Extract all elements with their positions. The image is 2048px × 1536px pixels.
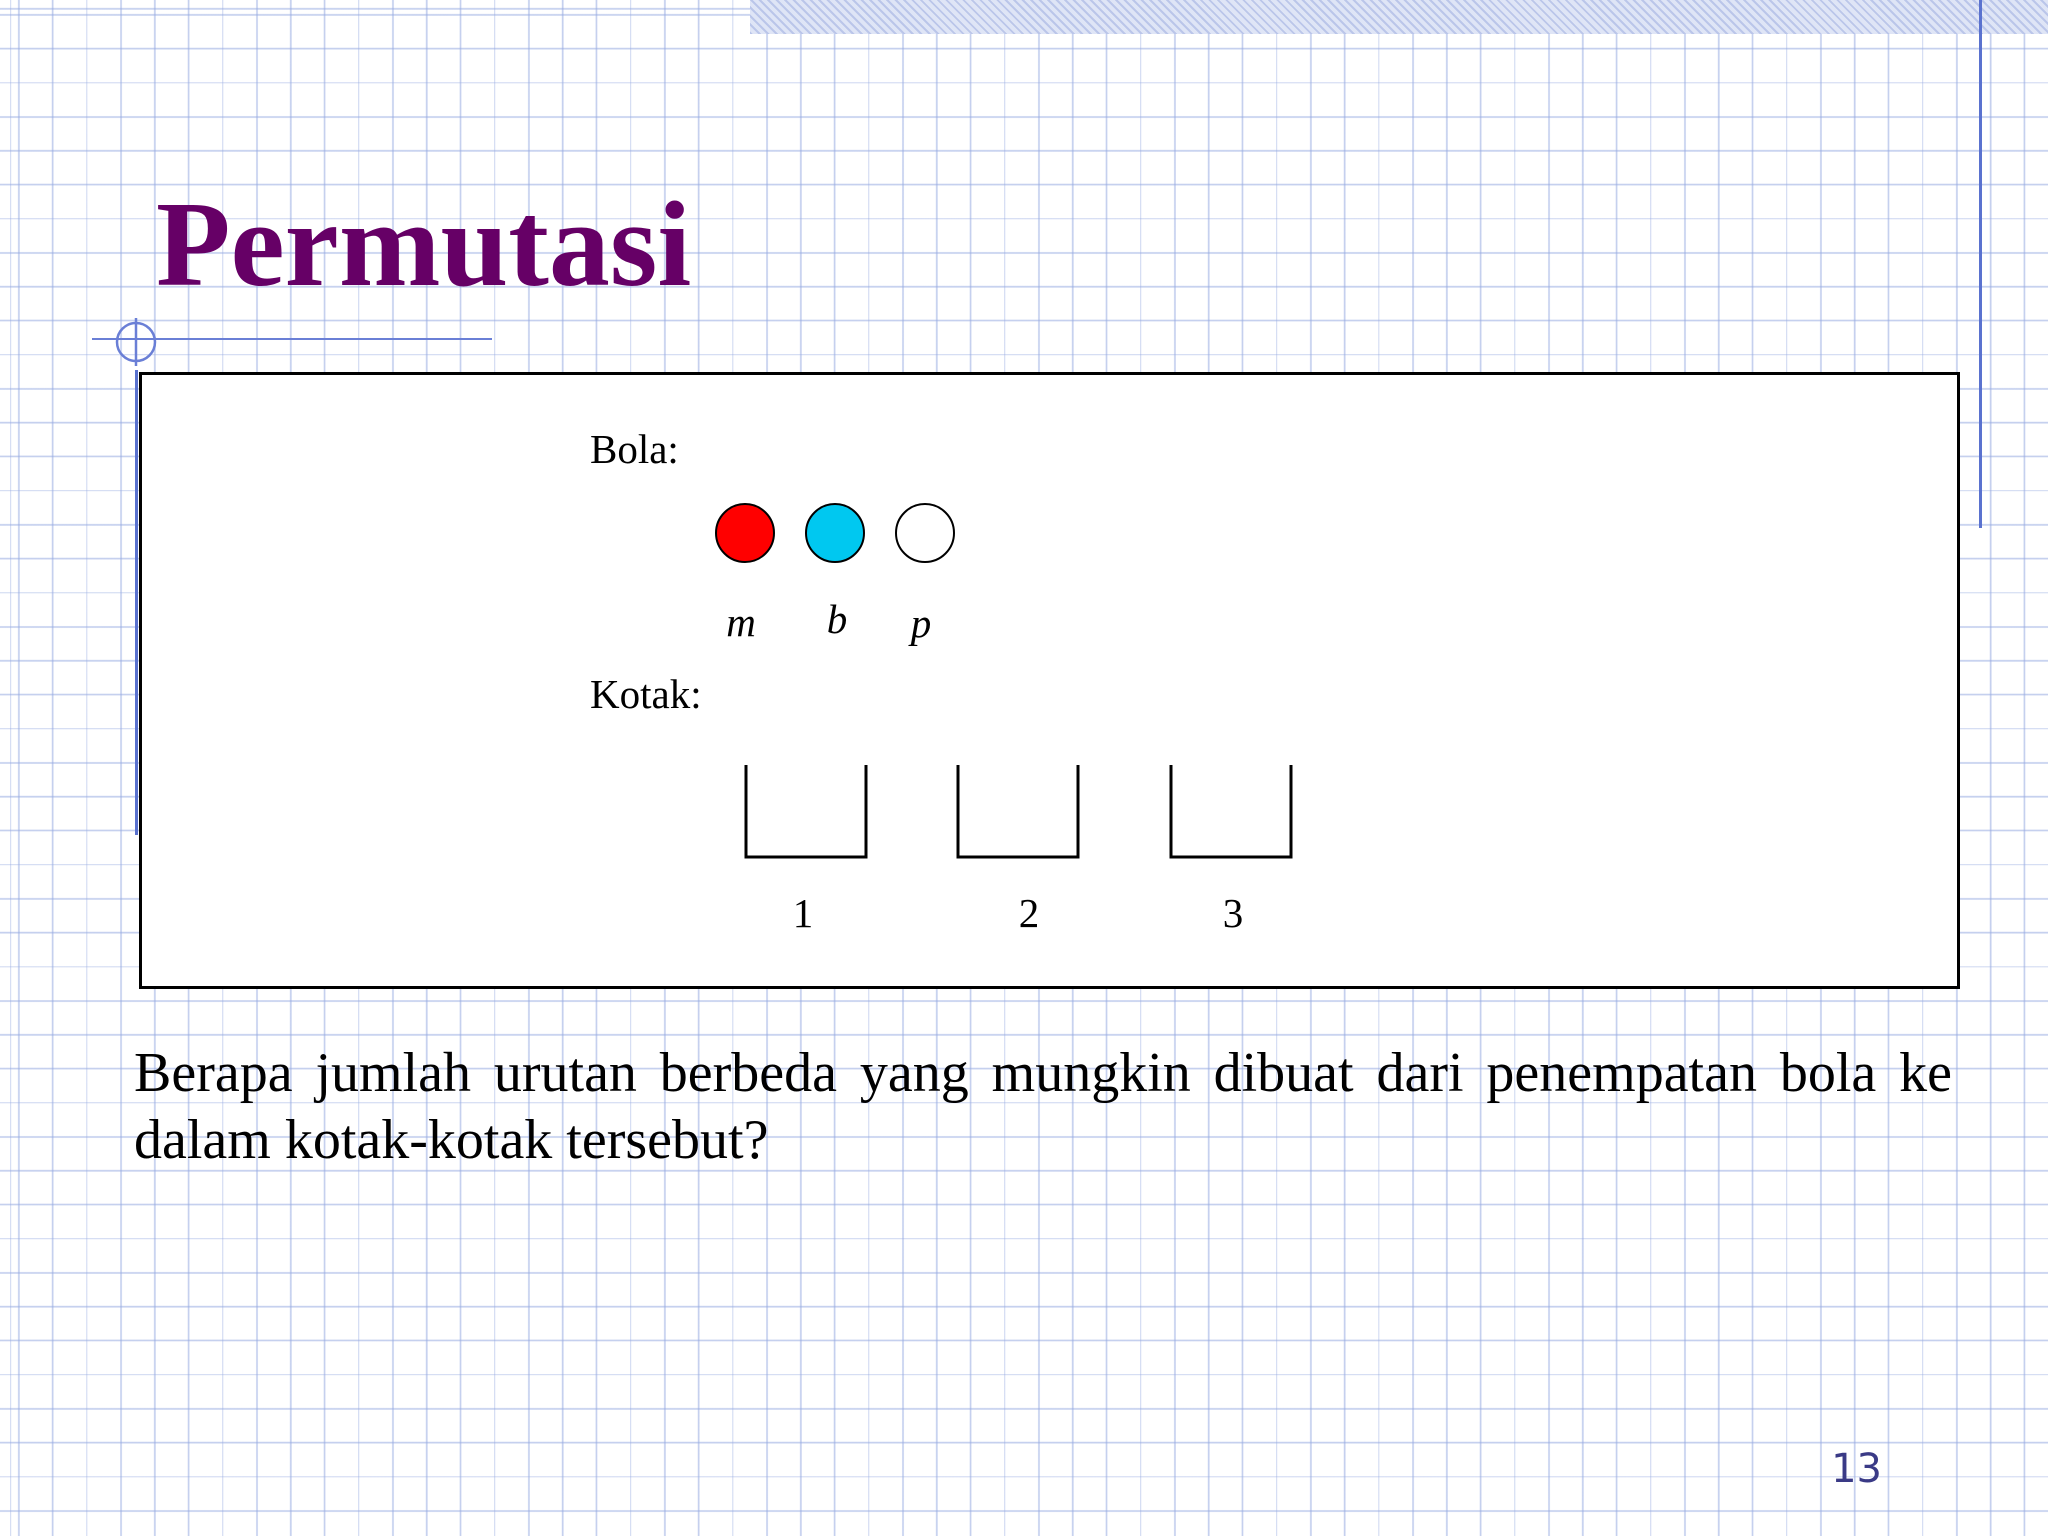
crosshair-icon xyxy=(112,318,160,366)
ball-red xyxy=(715,503,775,563)
box-1-number: 1 xyxy=(792,890,814,936)
ball-blue xyxy=(805,503,865,563)
ball-letter-p: p xyxy=(910,600,932,646)
ball-letter-m: m xyxy=(726,599,756,645)
ball-white xyxy=(895,503,955,563)
left-vertical-rule xyxy=(135,370,138,835)
box-3-outline xyxy=(1169,765,1295,861)
question-text: Berapa jumlah urutan berbeda yang mungkin dibuat dari penempatan bola ke dalam kotak-kotak tersebut? xyxy=(134,1042,1952,1171)
box-1-outline xyxy=(744,765,870,861)
box-3-number: 3 xyxy=(1222,890,1244,936)
slide-title: Permutasi xyxy=(156,177,692,312)
page-number: 13 xyxy=(1831,1446,1882,1492)
box-2-outline xyxy=(956,765,1082,861)
boxes-label: Kotak: xyxy=(590,671,702,717)
box-2-number: 2 xyxy=(1018,890,1040,936)
balls-label: Bola: xyxy=(590,426,679,472)
right-vertical-rule xyxy=(1979,0,1982,528)
header-pattern-band xyxy=(750,0,2048,34)
ball-letter-b: b xyxy=(826,596,848,642)
diagram-frame xyxy=(139,372,1960,989)
